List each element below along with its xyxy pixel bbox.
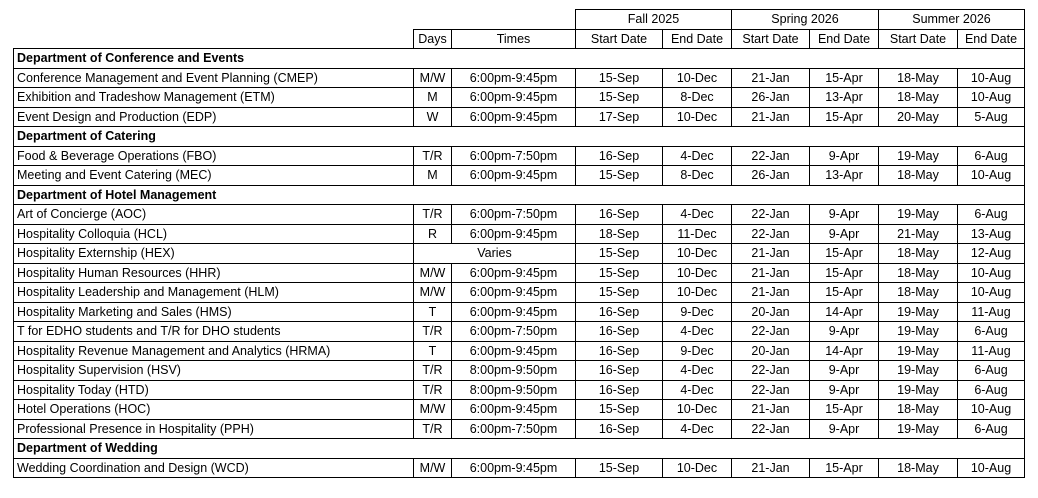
course-row	[14, 107, 1025, 127]
fall-end-date: 10-Dec	[663, 244, 732, 264]
fall-end-date: 4-Dec	[663, 146, 732, 166]
department-heading: Department of Hotel Management	[14, 185, 1025, 205]
course-days: T/R	[414, 146, 452, 166]
spring-start-date: 20-Jan	[732, 341, 810, 361]
course-row	[14, 263, 1025, 283]
fall-end-date: 4-Dec	[663, 322, 732, 342]
summer-end-date: 6-Aug	[958, 419, 1025, 439]
course-days: M/W	[414, 263, 452, 283]
fall-start-date: 18-Sep	[576, 224, 663, 244]
course-times: 6:00pm-7:50pm	[452, 146, 576, 166]
course-days: T/R	[414, 322, 452, 342]
course-name: Event Design and Production (EDP)	[14, 107, 414, 127]
course-days: T/R	[414, 419, 452, 439]
course-days: T	[414, 341, 452, 361]
fall-start-date: 15-Sep	[576, 166, 663, 186]
fall-end-date: 10-Dec	[663, 263, 732, 283]
summer-end-date: 10-Aug	[958, 263, 1025, 283]
course-row	[14, 88, 1025, 108]
course-times: 6:00pm-9:45pm	[452, 341, 576, 361]
fall-end-date: 9-Dec	[663, 302, 732, 322]
summer-end-date: 10-Aug	[958, 88, 1025, 108]
fall-end-date: 10-Dec	[663, 107, 732, 127]
spring-end-date: 15-Apr	[810, 458, 879, 478]
spring-start-date: 22-Jan	[732, 419, 810, 439]
course-name: Hotel Operations (HOC)	[14, 400, 414, 420]
column-header: End Date	[663, 29, 732, 49]
course-row	[14, 68, 1025, 88]
term-header-row	[14, 10, 1025, 30]
fall-end-date: 4-Dec	[663, 419, 732, 439]
fall-start-date: 17-Sep	[576, 107, 663, 127]
course-name: Hospitality Externship (HEX)	[14, 244, 414, 264]
summer-start-date: 19-May	[879, 341, 958, 361]
course-days: M/W	[414, 283, 452, 303]
course-row	[14, 205, 1025, 225]
summer-end-date: 6-Aug	[958, 361, 1025, 381]
summer-start-date: 20-May	[879, 107, 958, 127]
summer-start-date: 19-May	[879, 146, 958, 166]
spring-end-date: 15-Apr	[810, 244, 879, 264]
summer-end-date: 6-Aug	[958, 205, 1025, 225]
course-row	[14, 322, 1025, 342]
fall-start-date: 15-Sep	[576, 263, 663, 283]
spring-end-date: 9-Apr	[810, 322, 879, 342]
column-header: Days	[414, 29, 452, 49]
fall-start-date: 16-Sep	[576, 146, 663, 166]
summer-start-date: 19-May	[879, 361, 958, 381]
fall-end-date: 10-Dec	[663, 458, 732, 478]
spring-start-date: 21-Jan	[732, 68, 810, 88]
fall-end-date: 4-Dec	[663, 361, 732, 381]
course-row	[14, 380, 1025, 400]
column-header: Start Date	[732, 29, 810, 49]
course-row	[14, 302, 1025, 322]
course-days: M/W	[414, 400, 452, 420]
spring-start-date: 22-Jan	[732, 224, 810, 244]
fall-end-date: 4-Dec	[663, 380, 732, 400]
course-row	[14, 146, 1025, 166]
fall-start-date: 15-Sep	[576, 458, 663, 478]
course-days: M/W	[414, 458, 452, 478]
fall-start-date: 16-Sep	[576, 380, 663, 400]
summer-end-date: 10-Aug	[958, 400, 1025, 420]
course-row	[14, 224, 1025, 244]
course-name: Wedding Coordination and Design (WCD)	[14, 458, 414, 478]
course-times: 6:00pm-9:45pm	[452, 283, 576, 303]
course-row	[14, 419, 1025, 439]
fall-end-date: 11-Dec	[663, 224, 732, 244]
department-row	[14, 185, 1025, 205]
course-row	[14, 341, 1025, 361]
spring-start-date: 21-Jan	[732, 263, 810, 283]
course-times: 8:00pm-9:50pm	[452, 361, 576, 381]
column-header-row	[14, 29, 1025, 49]
course-row	[14, 166, 1025, 186]
spring-start-date: 21-Jan	[732, 458, 810, 478]
summer-end-date: 10-Aug	[958, 458, 1025, 478]
summer-start-date: 19-May	[879, 380, 958, 400]
column-header: End Date	[810, 29, 879, 49]
course-row	[14, 283, 1025, 303]
summer-end-date: 11-Aug	[958, 341, 1025, 361]
department-row	[14, 439, 1025, 459]
course-name: Exhibition and Tradeshow Management (ETM)	[14, 88, 414, 108]
fall-start-date: 16-Sep	[576, 341, 663, 361]
fall-end-date: 10-Dec	[663, 400, 732, 420]
department-row	[14, 127, 1025, 147]
summer-start-date: 19-May	[879, 302, 958, 322]
course-name: Meeting and Event Catering (MEC)	[14, 166, 414, 186]
spring-end-date: 14-Apr	[810, 341, 879, 361]
summer-end-date: 10-Aug	[958, 166, 1025, 186]
column-header: End Date	[958, 29, 1025, 49]
course-name: Hospitality Supervision (HSV)	[14, 361, 414, 381]
course-days: M	[414, 166, 452, 186]
fall-start-date: 15-Sep	[576, 244, 663, 264]
course-days: T	[414, 302, 452, 322]
spring-end-date: 13-Apr	[810, 166, 879, 186]
spring-start-date: 22-Jan	[732, 322, 810, 342]
course-name: Hospitality Revenue Management and Analytics (HRMA)	[14, 341, 414, 361]
summer-start-date: 18-May	[879, 166, 958, 186]
schedule-table	[13, 9, 1025, 478]
course-times: 6:00pm-9:45pm	[452, 166, 576, 186]
course-times: 6:00pm-7:50pm	[452, 322, 576, 342]
course-times: 8:00pm-9:50pm	[452, 380, 576, 400]
course-name: Professional Presence in Hospitality (PPH)	[14, 419, 414, 439]
course-days: T/R	[414, 361, 452, 381]
course-name: Hospitality Human Resources (HHR)	[14, 263, 414, 283]
spring-start-date: 22-Jan	[732, 361, 810, 381]
department-heading: Department of Catering	[14, 127, 1025, 147]
spring-end-date: 9-Apr	[810, 146, 879, 166]
summer-start-date: 18-May	[879, 263, 958, 283]
fall-start-date: 16-Sep	[576, 361, 663, 381]
fall-start-date: 16-Sep	[576, 205, 663, 225]
course-days: R	[414, 224, 452, 244]
spring-end-date: 9-Apr	[810, 419, 879, 439]
course-row	[14, 400, 1025, 420]
summer-end-date: 13-Aug	[958, 224, 1025, 244]
course-row	[14, 361, 1025, 381]
fall-start-date: 15-Sep	[576, 283, 663, 303]
course-times: 6:00pm-9:45pm	[452, 68, 576, 88]
spring-start-date: 21-Jan	[732, 400, 810, 420]
course-times: 6:00pm-9:45pm	[452, 400, 576, 420]
spring-start-date: 21-Jan	[732, 244, 810, 264]
course-days: W	[414, 107, 452, 127]
course-times: 6:00pm-9:45pm	[452, 263, 576, 283]
term-header: Fall 2025	[576, 10, 732, 30]
spring-end-date: 9-Apr	[810, 205, 879, 225]
course-name: Conference Management and Event Planning (CMEP)	[14, 68, 414, 88]
department-row	[14, 49, 1025, 69]
spring-end-date: 9-Apr	[810, 380, 879, 400]
fall-end-date: 10-Dec	[663, 283, 732, 303]
summer-end-date: 11-Aug	[958, 302, 1025, 322]
course-times: 6:00pm-9:45pm	[452, 224, 576, 244]
column-header: Times	[452, 29, 576, 49]
summer-start-date: 18-May	[879, 283, 958, 303]
summer-end-date: 6-Aug	[958, 380, 1025, 400]
summer-start-date: 19-May	[879, 205, 958, 225]
summer-end-date: 10-Aug	[958, 283, 1025, 303]
fall-end-date: 9-Dec	[663, 341, 732, 361]
course-days: M/W	[414, 68, 452, 88]
course-days-times: Varies	[414, 244, 576, 264]
spring-start-date: 22-Jan	[732, 205, 810, 225]
spring-end-date: 15-Apr	[810, 283, 879, 303]
spring-start-date: 26-Jan	[732, 88, 810, 108]
course-days: T/R	[414, 205, 452, 225]
spring-end-date: 13-Apr	[810, 88, 879, 108]
course-name: T for EDHO students and T/R for DHO students	[14, 322, 414, 342]
course-times: 6:00pm-9:45pm	[452, 88, 576, 108]
course-times: 6:00pm-9:45pm	[452, 107, 576, 127]
spring-start-date: 26-Jan	[732, 166, 810, 186]
column-header: Start Date	[576, 29, 663, 49]
fall-start-date: 15-Sep	[576, 88, 663, 108]
department-heading: Department of Conference and Events	[14, 49, 1025, 69]
summer-start-date: 18-May	[879, 68, 958, 88]
spring-start-date: 22-Jan	[732, 380, 810, 400]
course-name: Art of Concierge (AOC)	[14, 205, 414, 225]
summer-end-date: 5-Aug	[958, 107, 1025, 127]
department-heading: Department of Wedding	[14, 439, 1025, 459]
spring-start-date: 21-Jan	[732, 283, 810, 303]
spring-end-date: 15-Apr	[810, 68, 879, 88]
summer-start-date: 21-May	[879, 224, 958, 244]
spring-end-date: 14-Apr	[810, 302, 879, 322]
course-days: M	[414, 88, 452, 108]
summer-start-date: 18-May	[879, 88, 958, 108]
spring-start-date: 21-Jan	[732, 107, 810, 127]
summer-start-date: 19-May	[879, 419, 958, 439]
fall-start-date: 15-Sep	[576, 400, 663, 420]
summer-end-date: 12-Aug	[958, 244, 1025, 264]
spring-end-date: 15-Apr	[810, 263, 879, 283]
course-times: 6:00pm-9:45pm	[452, 458, 576, 478]
spring-start-date: 22-Jan	[732, 146, 810, 166]
course-days: T/R	[414, 380, 452, 400]
spring-end-date: 15-Apr	[810, 400, 879, 420]
summer-start-date: 18-May	[879, 244, 958, 264]
fall-start-date: 15-Sep	[576, 68, 663, 88]
course-row	[14, 244, 1025, 264]
course-name: Hospitality Colloquia (HCL)	[14, 224, 414, 244]
column-header: Start Date	[879, 29, 958, 49]
fall-end-date: 10-Dec	[663, 68, 732, 88]
fall-start-date: 16-Sep	[576, 322, 663, 342]
course-name: Food & Beverage Operations (FBO)	[14, 146, 414, 166]
course-row	[14, 458, 1025, 478]
spring-start-date: 20-Jan	[732, 302, 810, 322]
fall-end-date: 8-Dec	[663, 88, 732, 108]
course-times: 6:00pm-7:50pm	[452, 205, 576, 225]
summer-end-date: 10-Aug	[958, 68, 1025, 88]
spring-end-date: 15-Apr	[810, 107, 879, 127]
course-name: Hospitality Today (HTD)	[14, 380, 414, 400]
term-header: Spring 2026	[732, 10, 879, 30]
summer-start-date: 18-May	[879, 458, 958, 478]
fall-end-date: 8-Dec	[663, 166, 732, 186]
course-name: Hospitality Leadership and Management (HLM)	[14, 283, 414, 303]
spring-end-date: 9-Apr	[810, 361, 879, 381]
summer-start-date: 18-May	[879, 400, 958, 420]
course-name: Hospitality Marketing and Sales (HMS)	[14, 302, 414, 322]
fall-start-date: 16-Sep	[576, 419, 663, 439]
summer-end-date: 6-Aug	[958, 146, 1025, 166]
summer-start-date: 19-May	[879, 322, 958, 342]
term-header: Summer 2026	[879, 10, 1025, 30]
fall-start-date: 16-Sep	[576, 302, 663, 322]
course-times: 6:00pm-7:50pm	[452, 419, 576, 439]
spring-end-date: 9-Apr	[810, 224, 879, 244]
fall-end-date: 4-Dec	[663, 205, 732, 225]
summer-end-date: 6-Aug	[958, 322, 1025, 342]
course-times: 6:00pm-9:45pm	[452, 302, 576, 322]
